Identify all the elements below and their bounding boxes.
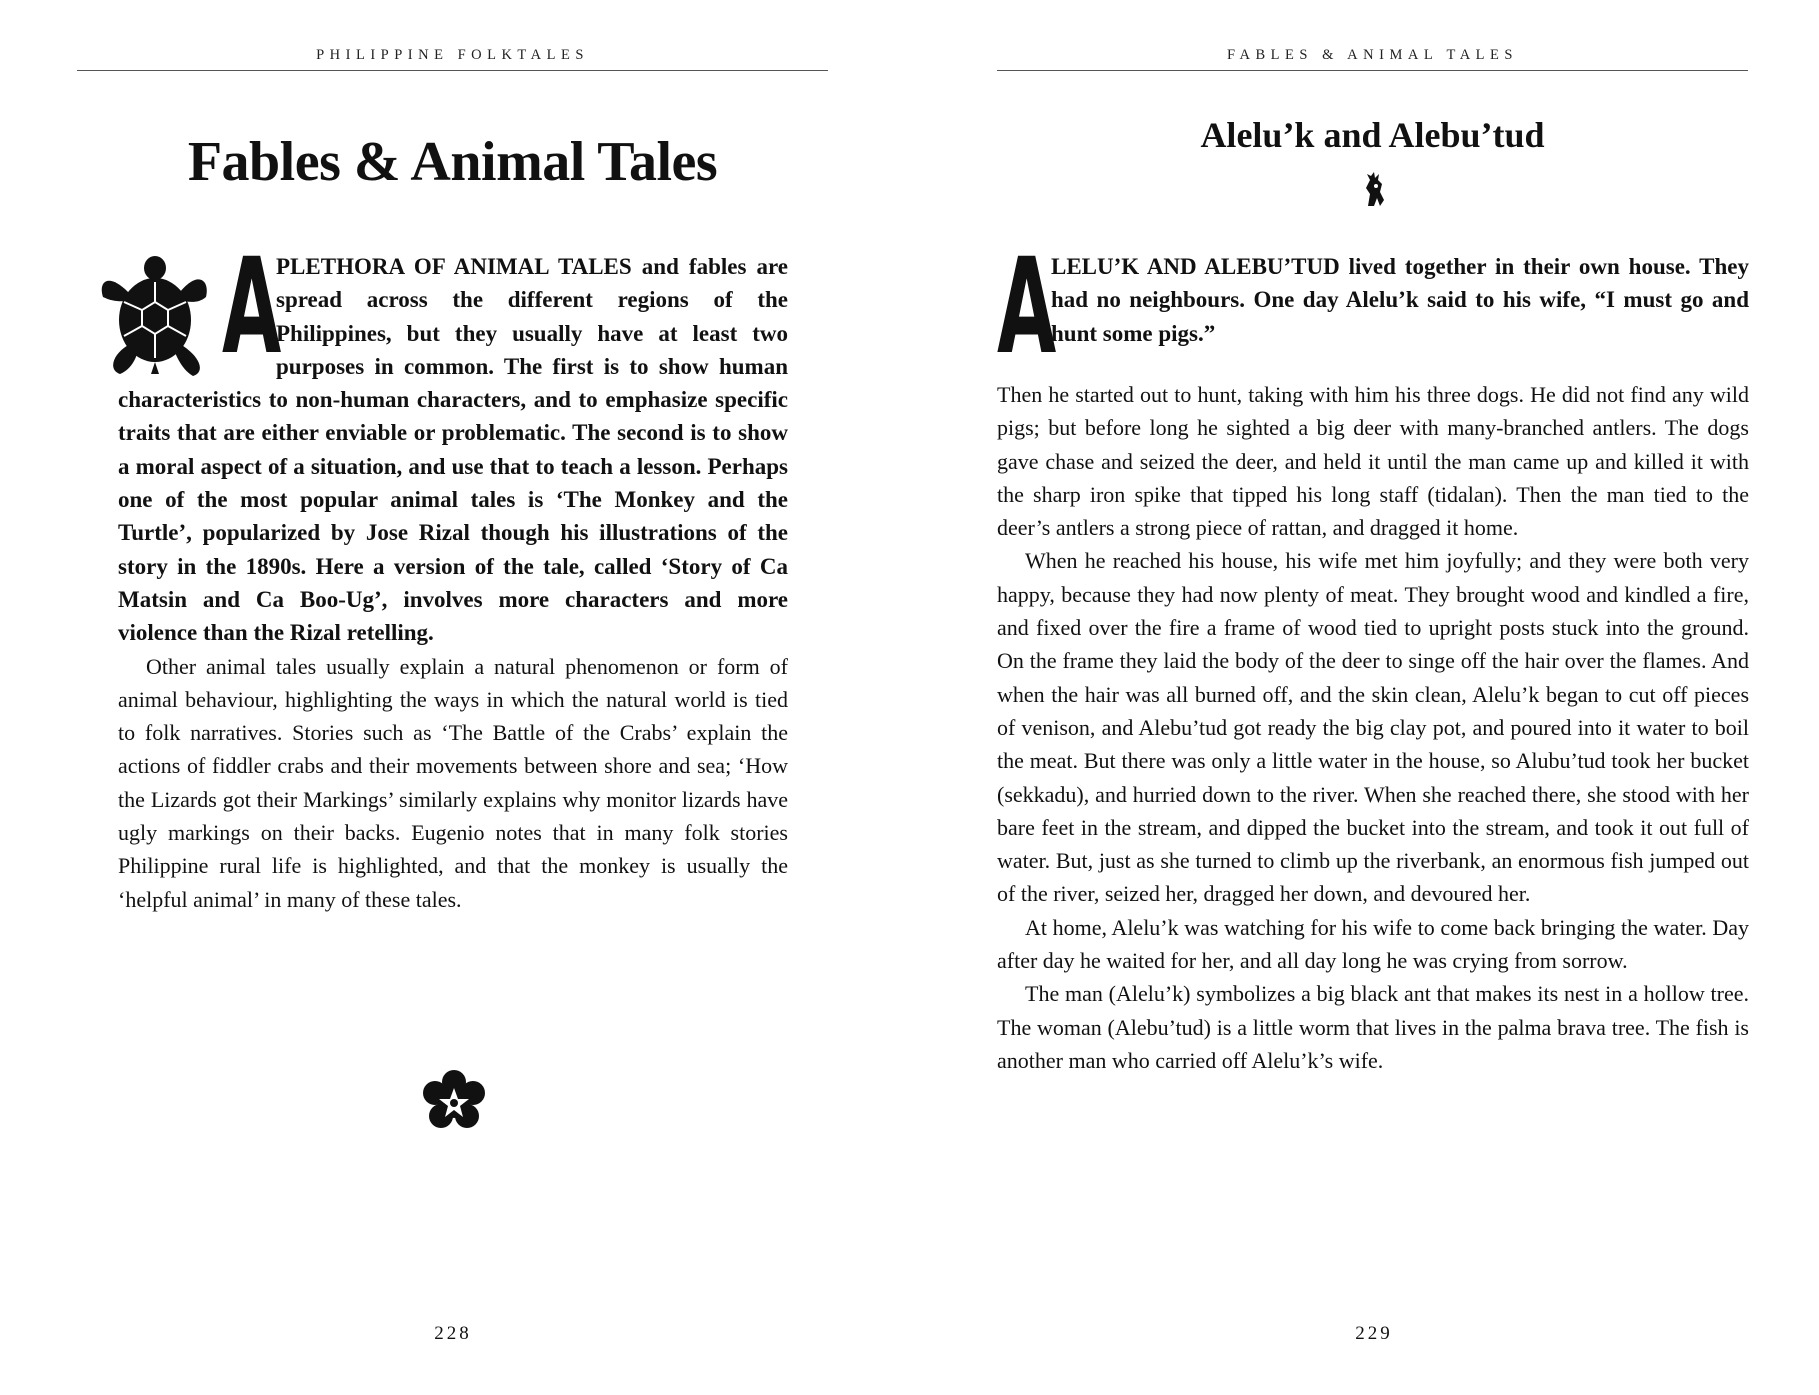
lead-rest-left: and fables are spread across the different regions of the Philippines, but they usually have at least two purposes in common. The first is to show human characteristics to non-human characters, and to emphasize specific traits that are either enviable or problematic. The second is to show a moral aspect of a situation, and use that to teach a lesson. Perhaps one of the most popular animal tales is ‘The Monkey and the Turtle’, popularized by Jose Rizal though his illustrations of the story in the 1890s. Here a version of the tale, called ‘Story of Ca Matsin and Ca Boo-Ug’, involves more characters and more violence than the Rizal retelling. bbox=[118, 254, 788, 646]
lead-smallcaps-left: PLETHORA OF ANIMAL TALES bbox=[276, 254, 632, 279]
intro-paragraph bbox=[118, 230, 788, 650]
header-rule-left bbox=[77, 70, 828, 71]
dropcap-left: A bbox=[222, 230, 282, 384]
story-paragraph-1: Then he started out to hunt, taking with him his three dogs. He did not find any wild pigs; but before long he sighted a big deer with many-branched antlers. The dogs gave chase and seized the deer, and held it until the man came up and killed it with the sharp iron spike that tipped his long staff (tidalan). Then the man tied to the deer’s antlers a strong piece of rattan, and dragged it home. bbox=[997, 382, 1749, 541]
page-number-right: 229 bbox=[1355, 1323, 1393, 1344]
paragraph-2: Other animal tales usually explain a natural phenomenon or form of animal behaviour, highlighting the ways in which the natural world is tied to folk narratives. Stories such as ‘The Battle of the Crabs’ explain the actions of fiddler crabs and their movements between shore and sea; ‘How the Lizards got their Markings’ similarly explains why monitor lizards have ugly markings on their backs. Eugenio notes that in many folk stories Philippine rural life is highlighted, and that the monkey is usually the ‘helpful animal’ in many of these tales. bbox=[118, 653, 788, 912]
dropcap-right: A bbox=[997, 230, 1057, 384]
deer-ornament-icon bbox=[1358, 170, 1392, 210]
right-page bbox=[909, 0, 1819, 1395]
lead-smallcaps-right: LELU’K AND ALEBU’TUD bbox=[1051, 254, 1340, 279]
header-rule-right bbox=[997, 70, 1748, 71]
story-paragraph-4: The man (Alelu’k) symbolizes a big black ant that makes its nest in a hollow tree. The woman (Alebu’tud) is a little worm that lives in the palma brava tree. The fish is another man who carried off Alelu’k’s wife. bbox=[997, 981, 1749, 1073]
story-paragraph-3: At home, Alelu’k was watching for his wife to come back bringing the water. Day after day he waited for her, and all day long he was crying from sorrow. bbox=[997, 914, 1749, 974]
running-head-left: PHILIPPINE FOLKTALES bbox=[316, 47, 589, 63]
flower-ornament-icon bbox=[420, 1068, 488, 1136]
story-lead-paragraph bbox=[997, 250, 1749, 350]
turtle-icon bbox=[98, 252, 216, 382]
story-paragraph-2: When he reached his house, his wife met him joyfully; and they were both very happy, because they had now plenty of meat. They brought wood and kindled a fire, and fixed over the fire a frame of wood tied to upright posts stuck into the ground. On the frame they laid the body of the deer to singe off the hair over the flames. And when the hair was all burned off, and the skin clean, Alelu’k began to cut off pieces of venison, and Alebu’tud got ready the big clay pot, and poured into it water to boil the meat. But there was only a little water in the house, so Alubu’tud took her bucket (sekkadu), and hurried down to the river. When she reached there, she stood with her bare feet in the stream, and dipped the bucket into the stream, and took it out full of water. But, just as she turned to climb up the riverbank, an enormous fish jumped out of the river, seized her, dragged her down, and devoured her. bbox=[997, 548, 1749, 907]
left-page bbox=[0, 0, 909, 1395]
left-body-text bbox=[118, 230, 788, 916]
chapter-title: Fables & Animal Tales bbox=[187, 131, 718, 193]
running-head-right: FABLES & ANIMAL TALES bbox=[1227, 47, 1518, 63]
lead-rest-right: lived together in their own house. They had no neighbours. One day Alelu’k said to his wife, “I must go and hunt some pigs.” bbox=[1051, 254, 1750, 346]
page-number-left: 228 bbox=[434, 1323, 472, 1344]
right-body-text bbox=[997, 230, 1750, 1077]
story-title: Alelu’k and Alebu’tud bbox=[1200, 115, 1545, 155]
